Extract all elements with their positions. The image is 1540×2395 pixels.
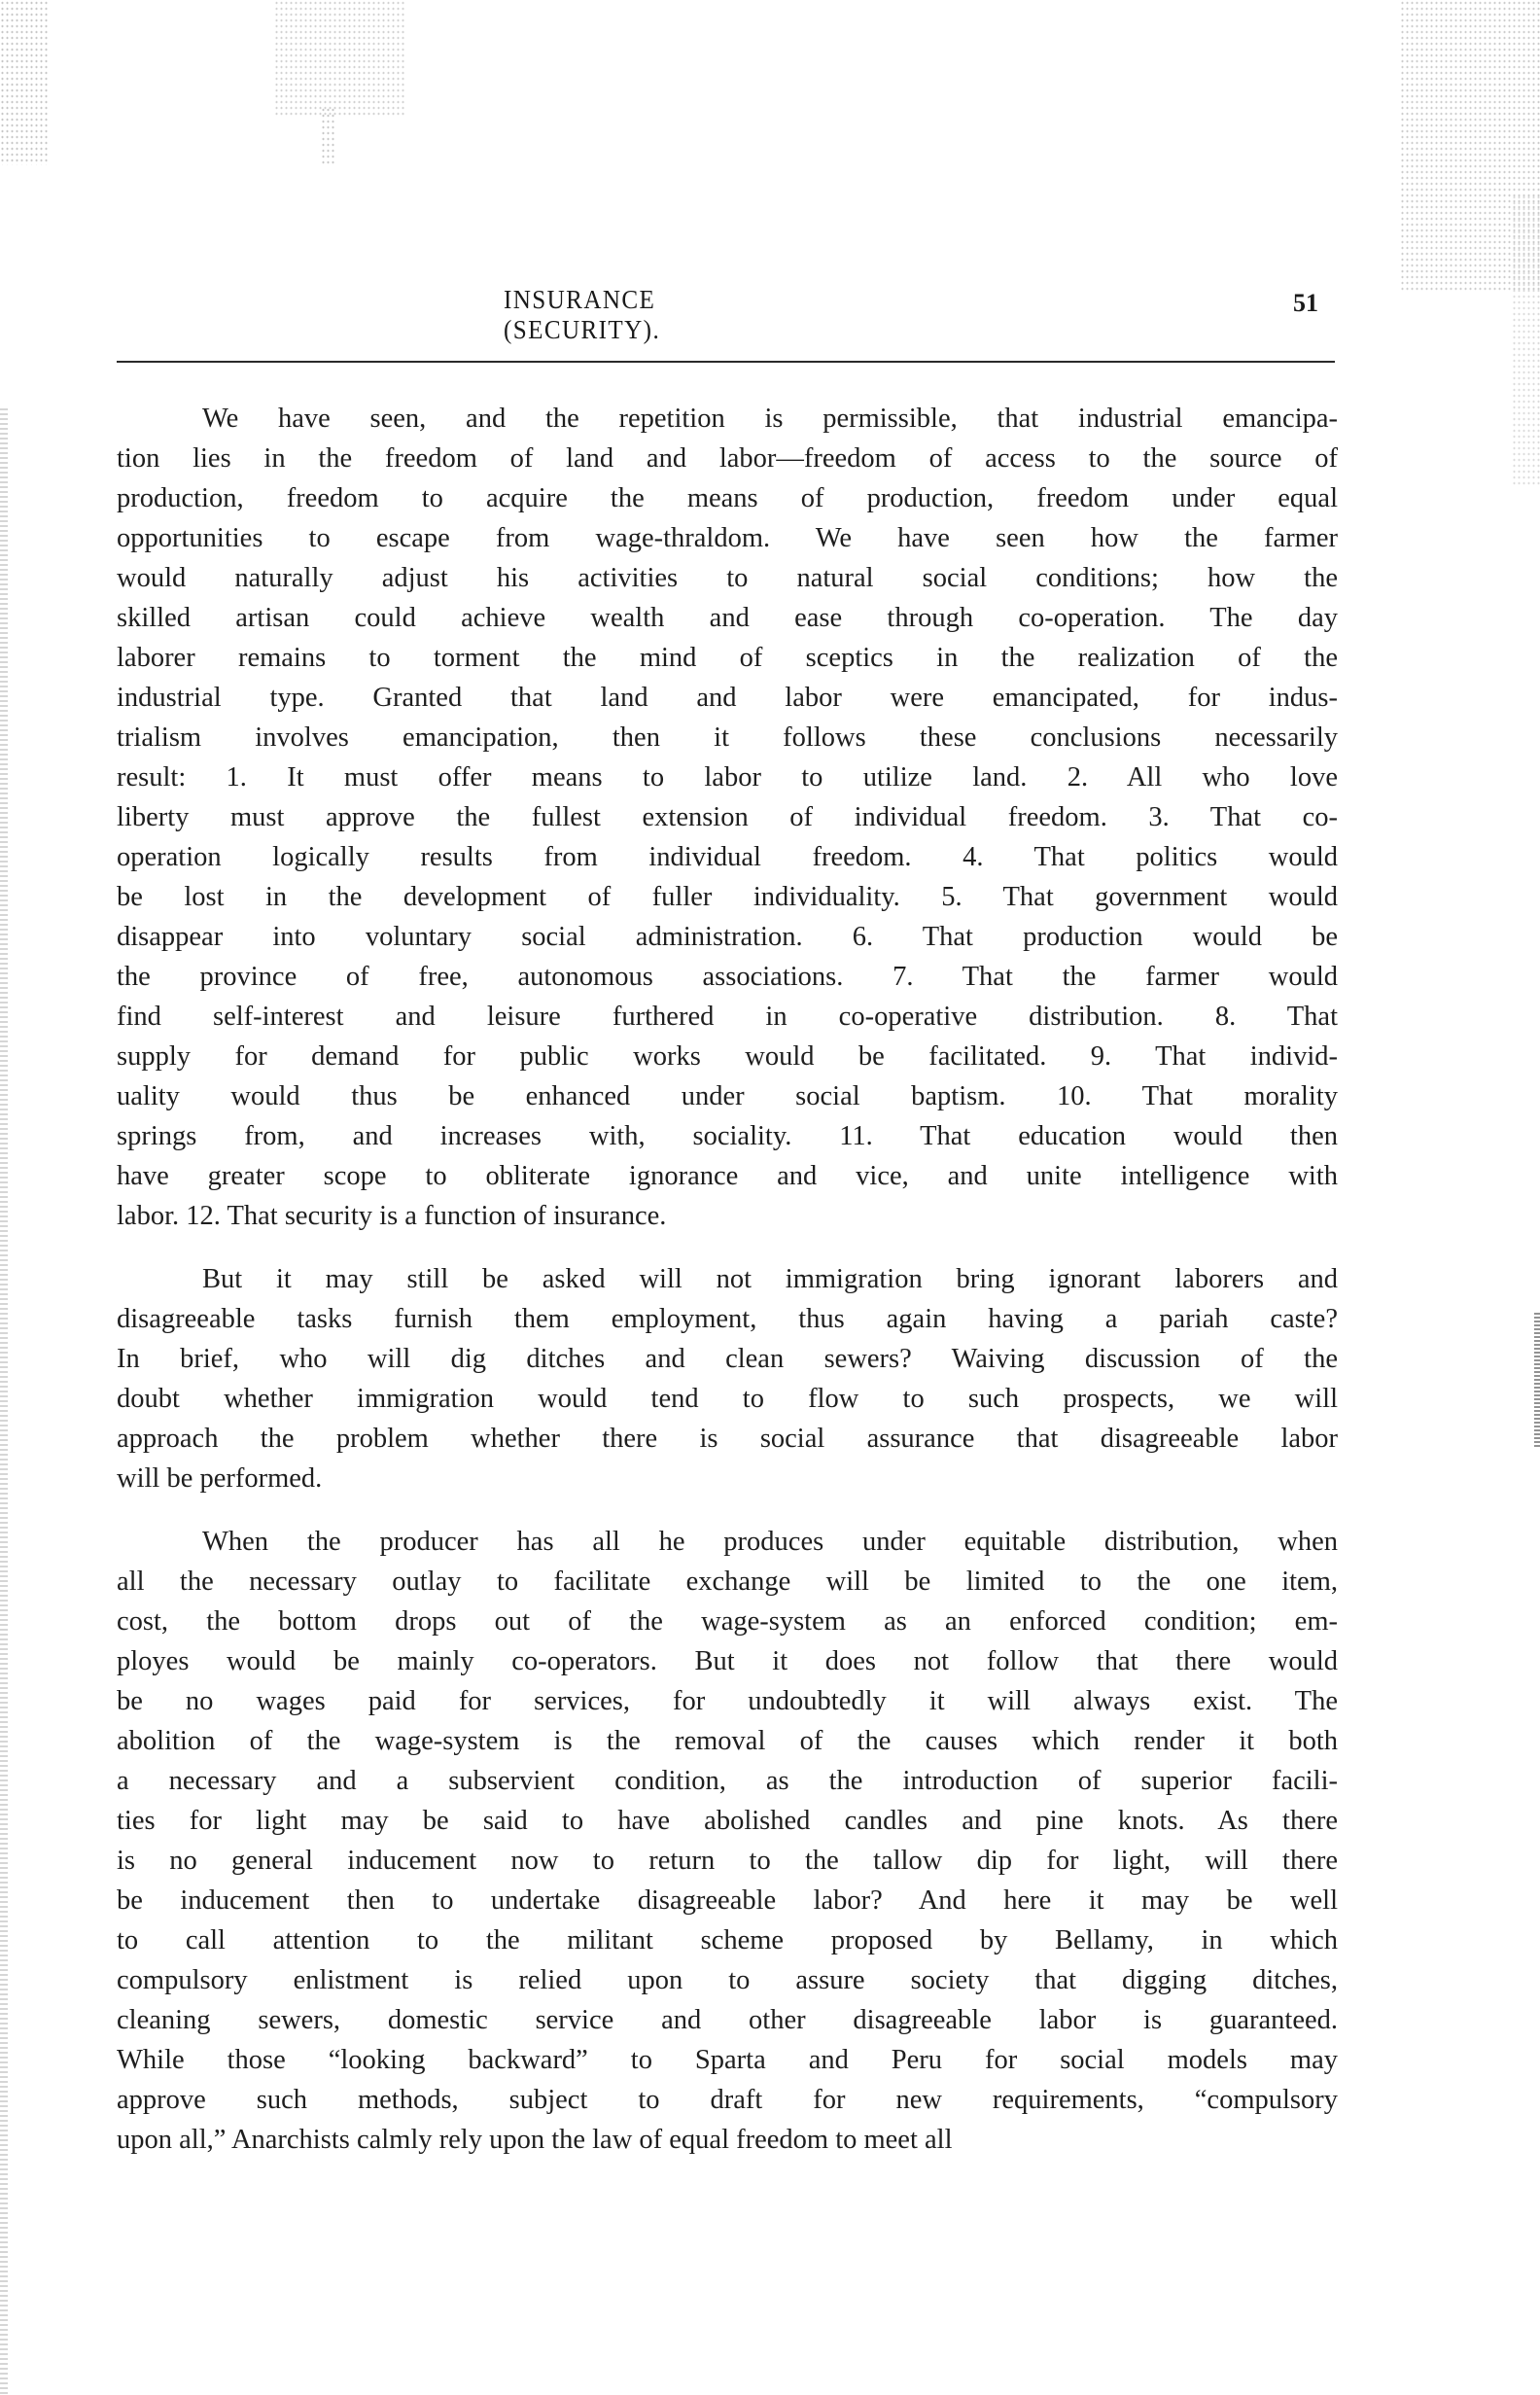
text-line: cost, the bottom drops out of the wage-system as an enforced condition; em- (117, 1606, 1338, 1637)
text-line: to call attention to the militant scheme proposed by Bellamy, in which (117, 1925, 1338, 1955)
text-line: disagreeable tasks furnish them employment, thus again having a pariah caste? (117, 1304, 1338, 1334)
text-line: trialism involves emancipation, then it follows these conclusions necessarily (117, 722, 1338, 753)
text-line: opportunities to escape from wage-thraldom. We have seen how the farmer (117, 523, 1338, 553)
scan-noise (0, 0, 49, 165)
text-line: a necessary and a subservient condition, as the introduction of superior facili- (117, 1766, 1338, 1796)
text-line: When the producer has all he produces under equitable distribution, when (202, 1527, 1338, 1557)
text-line: compulsory enlistment is relied upon to assure society that digging ditches, (117, 1965, 1338, 1995)
text-line: disappear into voluntary social administration. 6. That production would be (117, 922, 1338, 952)
text-line: the province of free, autonomous associations. 7. That the farmer would (117, 962, 1338, 992)
text-line: ployes would be mainly co-operators. But it does not follow that there would (117, 1646, 1338, 1676)
text-line: be no wages paid for services, for undoubtedly it will always exist. The (117, 1686, 1338, 1716)
text-line: find self-interest and leisure furthered in co-operative distribution. 8. That (117, 1002, 1338, 1032)
running-head-title: INSURANCE (SECURITY). (504, 285, 661, 344)
text-line: operation logically results from individual freedom. 4. That politics would (117, 842, 1338, 872)
scan-binding-edge (0, 408, 8, 2395)
text-line: laborer remains to torment the mind of sceptics in the realization of the (117, 643, 1338, 673)
text-line: While those “looking backward” to Sparta and Peru for social models may (117, 2045, 1338, 2075)
text-line: tion lies in the freedom of land and labor—freedom of access to the source of (117, 443, 1338, 474)
text-line: industrial type. Granted that land and labor were emancipated, for indus- (117, 683, 1338, 713)
text-line: liberty must approve the fullest extension of individual freedom. 3. That co- (117, 802, 1338, 832)
text-line: is no general inducement now to return to the tallow dip for light, will there (117, 1846, 1338, 1876)
paragraph-2 (117, 1259, 1338, 1498)
text-line: approach the problem whether there is social assurance that disagreeable labor (117, 1424, 1338, 1454)
scan-edge-mark (1534, 1313, 1540, 1449)
text-line: springs from, and increases with, sociality. 11. That education would then (117, 1121, 1338, 1151)
text-line: have greater scope to obliterate ignorance and vice, and unite intelligence with (117, 1161, 1338, 1191)
text-line: labor. 12. That security is a function of insurance. (117, 1201, 667, 1231)
body-text (117, 399, 1338, 2160)
text-line: supply for demand for public works would be facilitated. 9. That individ- (117, 1041, 1338, 1072)
text-line: upon all,” Anarchists calmly rely upon the law of equal freedom to meet all (117, 2125, 953, 2155)
header-rule (117, 361, 1335, 363)
text-line: doubt whether immigration would tend to flow to such prospects, we will (117, 1384, 1338, 1414)
text-line: will be performed. (117, 1463, 323, 1494)
page-number: 51 (1293, 289, 1318, 317)
text-line: all the necessary outlay to facilitate exchange will be limited to the one item, (117, 1567, 1338, 1597)
text-line: uality would thus be enhanced under social baptism. 10. That morality (117, 1081, 1338, 1111)
scan-noise (321, 107, 335, 165)
scan-noise (1512, 194, 1540, 486)
text-line: production, freedom to acquire the means of production, freedom under equal (117, 483, 1338, 513)
text-line: result: 1. It must offer means to labor to utilize land. 2. All who love (117, 762, 1338, 792)
text-line: skilled artisan could achieve wealth and ease through co-operation. The day (117, 603, 1338, 633)
text-line: would naturally adjust his activities to natural social conditions; how the (117, 563, 1338, 593)
text-line: be inducement then to undertake disagreeable labor? And here it may be well (117, 1885, 1338, 1916)
text-line: abolition of the wage-system is the removal of the causes which render it both (117, 1726, 1338, 1756)
paragraph-3 (117, 1522, 1338, 2160)
text-line: ties for light may be said to have abolished candles and pine knots. As there (117, 1806, 1338, 1836)
text-line: approve such methods, subject to draft for new requirements, “compulsory (117, 2085, 1338, 2115)
scan-noise (274, 0, 405, 117)
text-line: But it may still be asked will not immigration bring ignorant laborers and (202, 1264, 1338, 1294)
text-line: be lost in the development of fuller individuality. 5. That government would (117, 882, 1338, 912)
text-line: We have seen, and the repetition is permissible, that industrial emancipa- (202, 404, 1338, 434)
paragraph-1 (117, 399, 1338, 1236)
text-line: cleaning sewers, domestic service and other disagreeable labor is guaranteed. (117, 2005, 1338, 2035)
text-line: In brief, who will dig ditches and clean sewers? Waiving discussion of the (117, 1344, 1338, 1374)
